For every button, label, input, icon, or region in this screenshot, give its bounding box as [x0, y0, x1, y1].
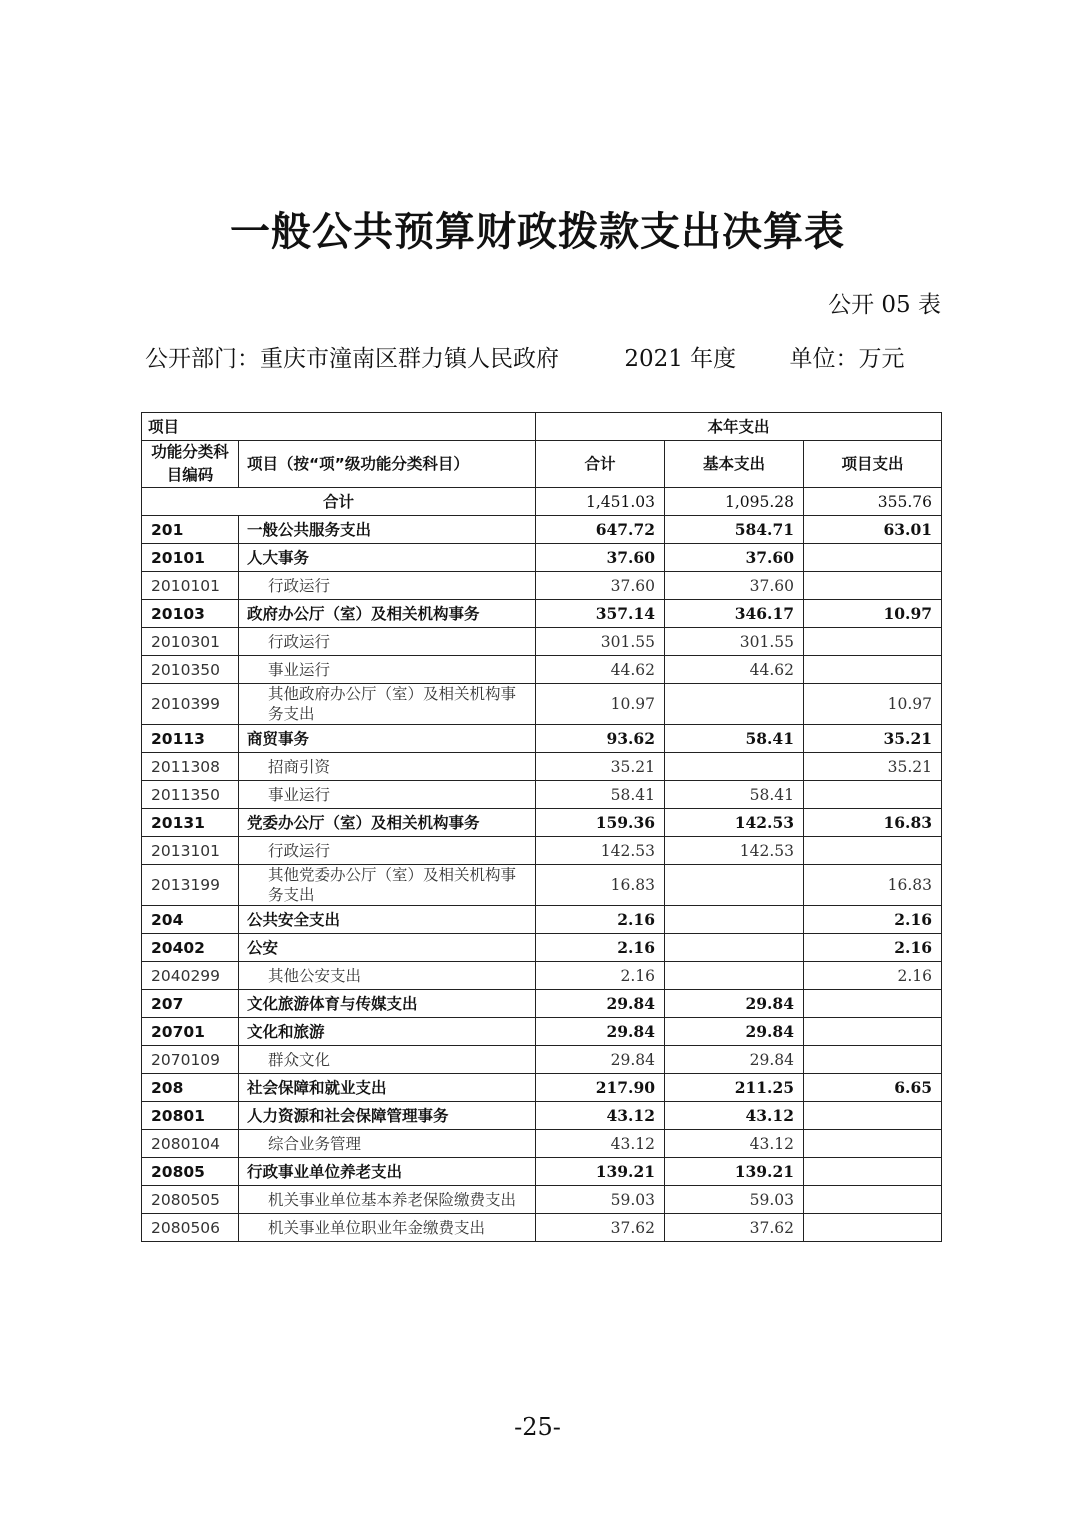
total-basic: 1,095.28	[665, 488, 804, 516]
table-row	[142, 837, 942, 865]
header-basic: 基本支出	[665, 441, 804, 488]
table-row	[142, 1102, 942, 1130]
row-total: 43.12	[536, 1130, 665, 1158]
row-name: 行政运行	[239, 572, 536, 600]
row-total: 29.84	[536, 1018, 665, 1046]
row-total: 16.83	[536, 865, 665, 906]
row-basic: 142.53	[665, 837, 804, 865]
row-project	[804, 781, 942, 809]
row-project: 35.21	[804, 725, 942, 753]
row-name: 社会保障和就业支出	[239, 1074, 536, 1102]
row-basic: 59.03	[665, 1186, 804, 1214]
row-code: 2011308	[142, 753, 239, 781]
row-basic: 43.12	[665, 1102, 804, 1130]
table-row	[142, 544, 942, 572]
row-basic: 29.84	[665, 1046, 804, 1074]
row-total: 159.36	[536, 809, 665, 837]
row-name: 招商引资	[239, 753, 536, 781]
form-number: 公开 05 表	[828, 292, 941, 318]
table-row	[142, 1214, 942, 1242]
table-row	[142, 516, 942, 544]
row-code: 204	[142, 906, 239, 934]
row-name: 文化旅游体育与传媒支出	[239, 990, 536, 1018]
row-total: 37.60	[536, 572, 665, 600]
row-code: 20113	[142, 725, 239, 753]
row-code: 2040299	[142, 962, 239, 990]
row-total: 29.84	[536, 1046, 665, 1074]
row-name: 公安	[239, 934, 536, 962]
row-total: 37.62	[536, 1214, 665, 1242]
table-row	[142, 600, 942, 628]
row-project	[804, 1186, 942, 1214]
row-code: 208	[142, 1074, 239, 1102]
row-name: 其他党委办公厅（室）及相关机构事务支出	[239, 865, 536, 906]
page-number: -25-	[514, 1413, 561, 1441]
row-name: 公共安全支出	[239, 906, 536, 934]
row-code: 20805	[142, 1158, 239, 1186]
row-total: 10.97	[536, 684, 665, 725]
total-label: 合计	[142, 488, 536, 516]
header-row-1	[142, 413, 942, 441]
row-project	[804, 656, 942, 684]
header-project: 项目	[142, 413, 536, 441]
table-row	[142, 934, 942, 962]
row-basic	[665, 684, 804, 725]
row-basic	[665, 865, 804, 906]
table-row	[142, 990, 942, 1018]
row-basic: 37.60	[665, 572, 804, 600]
row-project	[804, 1130, 942, 1158]
row-code: 2080104	[142, 1130, 239, 1158]
row-basic	[665, 962, 804, 990]
row-code: 2010101	[142, 572, 239, 600]
row-total: 37.60	[536, 544, 665, 572]
row-project: 2.16	[804, 934, 942, 962]
fiscal-year: 2021 年度	[624, 346, 737, 372]
row-code: 2010301	[142, 628, 239, 656]
row-basic: 139.21	[665, 1158, 804, 1186]
header-row-2	[142, 441, 942, 488]
table-row	[142, 1018, 942, 1046]
row-total: 142.53	[536, 837, 665, 865]
row-code: 2011350	[142, 781, 239, 809]
total-row	[142, 488, 942, 516]
row-code: 20801	[142, 1102, 239, 1130]
row-code: 20131	[142, 809, 239, 837]
meta-line	[145, 340, 945, 373]
row-project	[804, 628, 942, 656]
row-total: 301.55	[536, 628, 665, 656]
row-total: 2.16	[536, 962, 665, 990]
unit-label: 单位：万元	[789, 346, 905, 372]
row-total: 58.41	[536, 781, 665, 809]
row-code: 20402	[142, 934, 239, 962]
row-name: 综合业务管理	[239, 1130, 536, 1158]
table-row	[142, 1130, 942, 1158]
row-project	[804, 990, 942, 1018]
table-row	[142, 1186, 942, 1214]
row-basic: 301.55	[665, 628, 804, 656]
row-name: 机关事业单位职业年金缴费支出	[239, 1214, 536, 1242]
row-project: 10.97	[804, 684, 942, 725]
row-basic: 37.60	[665, 544, 804, 572]
total-project: 355.76	[804, 488, 942, 516]
table-row	[142, 1158, 942, 1186]
row-code: 2010399	[142, 684, 239, 725]
row-total: 357.14	[536, 600, 665, 628]
row-code: 2080506	[142, 1214, 239, 1242]
row-code: 201	[142, 516, 239, 544]
row-code: 20701	[142, 1018, 239, 1046]
row-name: 群众文化	[239, 1046, 536, 1074]
row-code: 2070109	[142, 1046, 239, 1074]
row-name: 人力资源和社会保障管理事务	[239, 1102, 536, 1130]
table-row	[142, 962, 942, 990]
row-basic: 44.62	[665, 656, 804, 684]
row-code: 20101	[142, 544, 239, 572]
row-basic: 43.12	[665, 1130, 804, 1158]
row-project	[804, 1214, 942, 1242]
row-project	[804, 572, 942, 600]
table-row	[142, 684, 942, 725]
header-current-year: 本年支出	[536, 413, 942, 441]
header-name: 项目（按“项”级功能分类科目）	[239, 441, 536, 488]
row-name: 党委办公厅（室）及相关机构事务	[239, 809, 536, 837]
row-basic: 211.25	[665, 1074, 804, 1102]
row-total: 2.16	[536, 906, 665, 934]
header-project-expense: 项目支出	[804, 441, 942, 488]
department-label: 公开部门：重庆市潼南区群力镇人民政府	[145, 346, 559, 372]
row-project: 35.21	[804, 753, 942, 781]
row-name: 行政运行	[239, 628, 536, 656]
row-name: 机关事业单位基本养老保险缴费支出	[239, 1186, 536, 1214]
table-row	[142, 628, 942, 656]
table-row	[142, 781, 942, 809]
table-row	[142, 906, 942, 934]
row-basic: 29.84	[665, 990, 804, 1018]
row-basic	[665, 753, 804, 781]
row-project: 6.65	[804, 1074, 942, 1102]
row-total: 647.72	[536, 516, 665, 544]
row-total: 139.21	[536, 1158, 665, 1186]
table-row	[142, 725, 942, 753]
row-basic: 584.71	[665, 516, 804, 544]
row-name: 行政事业单位养老支出	[239, 1158, 536, 1186]
table-row	[142, 809, 942, 837]
page-title: 一般公共预算财政拨款支出决算表	[230, 208, 845, 255]
row-total: 59.03	[536, 1186, 665, 1214]
row-project: 2.16	[804, 906, 942, 934]
row-code: 2013101	[142, 837, 239, 865]
row-project: 2.16	[804, 962, 942, 990]
total-amount: 1,451.03	[536, 488, 665, 516]
row-project	[804, 1018, 942, 1046]
row-code: 2010350	[142, 656, 239, 684]
row-total: 217.90	[536, 1074, 665, 1102]
row-total: 29.84	[536, 990, 665, 1018]
row-name: 文化和旅游	[239, 1018, 536, 1046]
row-basic: 37.62	[665, 1214, 804, 1242]
budget-table	[141, 412, 942, 1242]
row-project	[804, 1158, 942, 1186]
row-basic: 58.41	[665, 725, 804, 753]
row-total: 35.21	[536, 753, 665, 781]
row-basic: 346.17	[665, 600, 804, 628]
row-name: 人大事务	[239, 544, 536, 572]
row-name: 其他公安支出	[239, 962, 536, 990]
row-project: 63.01	[804, 516, 942, 544]
row-basic: 58.41	[665, 781, 804, 809]
row-name: 其他政府办公厅（室）及相关机构事务支出	[239, 684, 536, 725]
row-name: 事业运行	[239, 656, 536, 684]
row-total: 93.62	[536, 725, 665, 753]
row-basic: 29.84	[665, 1018, 804, 1046]
row-code: 20103	[142, 600, 239, 628]
row-project: 10.97	[804, 600, 942, 628]
header-code: 功能分类科目编码	[142, 441, 239, 488]
row-basic: 142.53	[665, 809, 804, 837]
table-row	[142, 1074, 942, 1102]
header-total: 合计	[536, 441, 665, 488]
table-row	[142, 865, 942, 906]
row-project: 16.83	[804, 809, 942, 837]
row-total: 2.16	[536, 934, 665, 962]
row-basic	[665, 934, 804, 962]
row-project	[804, 544, 942, 572]
table-row	[142, 1046, 942, 1074]
row-name: 一般公共服务支出	[239, 516, 536, 544]
table-row	[142, 572, 942, 600]
row-name: 政府办公厅（室）及相关机构事务	[239, 600, 536, 628]
row-name: 事业运行	[239, 781, 536, 809]
row-project	[804, 1046, 942, 1074]
row-project	[804, 837, 942, 865]
row-total: 43.12	[536, 1102, 665, 1130]
row-basic	[665, 906, 804, 934]
row-code: 2080505	[142, 1186, 239, 1214]
table-row	[142, 656, 942, 684]
table-row	[142, 753, 942, 781]
row-code: 2013199	[142, 865, 239, 906]
row-total: 44.62	[536, 656, 665, 684]
row-code: 207	[142, 990, 239, 1018]
row-project	[804, 1102, 942, 1130]
row-name: 行政运行	[239, 837, 536, 865]
row-name: 商贸事务	[239, 725, 536, 753]
row-project: 16.83	[804, 865, 942, 906]
